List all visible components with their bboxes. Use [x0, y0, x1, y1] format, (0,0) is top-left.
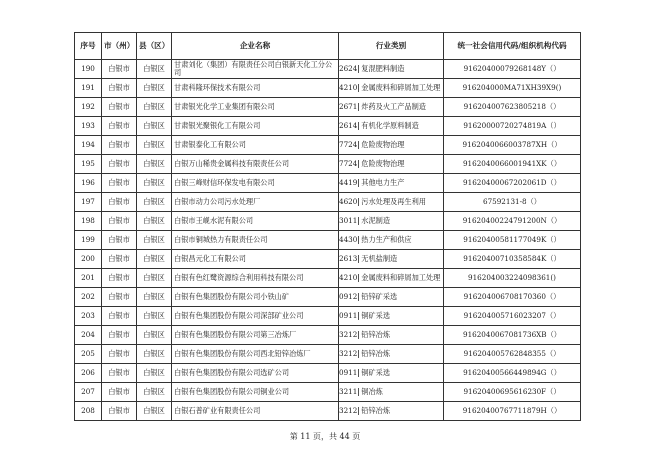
- industry-code: 3212: [339, 330, 358, 339]
- name-cell: 甘肃刘化（集团）有限责任公司白银新天化工分公司: [172, 60, 339, 79]
- industry-code: 4210: [339, 83, 358, 92]
- name-cell: 白银三峰财信环保发电有限公司: [172, 174, 339, 193]
- city-cell: 白银市: [102, 136, 137, 155]
- code-cell: 9162040067081736XB（）: [444, 326, 581, 345]
- name-cell: 白银有色红鹭资源综合利用科技有限公司: [172, 269, 339, 288]
- industry-code: 4430: [339, 235, 358, 244]
- name-cell: 白银有色集团股份有限公司铜业公司: [172, 383, 339, 402]
- code-cell: 91620400079268148Y（）: [444, 60, 581, 79]
- code-cell: 91620400695616230F（）: [444, 383, 581, 402]
- city-cell: 白银市: [102, 60, 137, 79]
- industry-cell: [339, 212, 444, 231]
- seq-cell: 198: [75, 212, 102, 231]
- city-cell: 白银市: [102, 402, 137, 421]
- city-cell: 白银市: [102, 193, 137, 212]
- county-cell: 白银区: [137, 60, 172, 79]
- header-code: 统一社会信用代码/组织机构代码: [444, 33, 581, 60]
- county-cell: 白银区: [137, 383, 172, 402]
- name-cell: 甘肃银光聚银化工有限公司: [172, 117, 339, 136]
- name-cell: 白银市王岘水泥有限公司: [172, 212, 339, 231]
- industry-code: 7724: [339, 140, 358, 149]
- name-cell: 甘肃银光化学工业集团有限公司: [172, 98, 339, 117]
- industry-cell: [339, 402, 444, 421]
- name-cell: 甘肃科隆环保技术有限公司: [172, 79, 339, 98]
- industry-cell: [339, 383, 444, 402]
- table-row: [75, 60, 581, 79]
- industry-code: 3011: [339, 216, 358, 225]
- code-cell: 9162040066001941XK（）: [444, 155, 581, 174]
- industry-name: 危险废物治理: [361, 140, 405, 149]
- seq-cell: 194: [75, 136, 102, 155]
- industry-name: 铅锌矿采选: [361, 292, 398, 301]
- county-cell: 白银区: [137, 402, 172, 421]
- industry-code: 3212: [339, 406, 358, 415]
- page-footer: 第 11 页，共 44 页: [289, 432, 361, 441]
- industry-code: 2624: [339, 64, 358, 73]
- industry-code: 0912: [339, 292, 358, 301]
- seq-cell: 205: [75, 345, 102, 364]
- enterprise-table: [74, 32, 581, 421]
- code-cell: 91620400067202061D（）: [444, 174, 581, 193]
- county-cell: 白银区: [137, 136, 172, 155]
- county-cell: 白银区: [137, 250, 172, 269]
- city-cell: 白银市: [102, 174, 137, 193]
- industry-code: 4620: [339, 197, 358, 206]
- table-row: [75, 307, 581, 326]
- county-cell: 白银区: [137, 288, 172, 307]
- industry-code: 2671: [339, 102, 358, 111]
- city-cell: 白银市: [102, 326, 137, 345]
- name-cell: 白银有色集团股份有限公司深部矿业公司: [172, 307, 339, 326]
- industry-code: 3211: [339, 387, 358, 396]
- industry-name: 铅锌冶炼: [361, 349, 391, 358]
- city-cell: 白银市: [102, 212, 137, 231]
- seq-cell: 204: [75, 326, 102, 345]
- city-cell: 白银市: [102, 288, 137, 307]
- industry-cell: [339, 269, 444, 288]
- industry-code: 0911: [339, 368, 358, 377]
- industry-name: 其他电力生产: [361, 178, 405, 187]
- table-row: [75, 98, 581, 117]
- city-cell: 白银市: [102, 307, 137, 326]
- city-cell: 白银市: [102, 345, 137, 364]
- table-row: [75, 155, 581, 174]
- code-cell: 916204000MA71XH39X9(): [444, 79, 581, 98]
- name-cell: 白银有色集团股份有限公司小铁山矿: [172, 288, 339, 307]
- industry-name: 危险废物治理: [361, 159, 405, 168]
- industry-cell: [339, 364, 444, 383]
- table-row: [75, 79, 581, 98]
- header-industry: 行业类别: [339, 33, 444, 60]
- county-cell: 白银区: [137, 326, 172, 345]
- seq-cell: 195: [75, 155, 102, 174]
- industry-code: 7724: [339, 159, 358, 168]
- industry-cell: [339, 174, 444, 193]
- seq-cell: 196: [75, 174, 102, 193]
- seq-cell: 208: [75, 402, 102, 421]
- industry-name: 铜冶炼: [361, 387, 383, 396]
- industry-code: 2614: [339, 121, 358, 130]
- name-cell: 白银有色集团股份有限公司选矿公司: [172, 364, 339, 383]
- industry-code: 0911: [339, 311, 358, 320]
- city-cell: 白银市: [102, 155, 137, 174]
- county-cell: 白银区: [137, 98, 172, 117]
- name-cell: 白银市铜城热力有限责任公司: [172, 231, 339, 250]
- seq-cell: 197: [75, 193, 102, 212]
- code-cell: 91620000720274819A（）: [444, 117, 581, 136]
- seq-cell: 200: [75, 250, 102, 269]
- table-row: [75, 402, 581, 421]
- code-cell: 916204007623805218（）: [444, 98, 581, 117]
- table-row: [75, 364, 581, 383]
- industry-name: 铜矿采选: [361, 311, 391, 320]
- industry-code: 2613: [339, 254, 358, 263]
- industry-cell: [339, 98, 444, 117]
- table-row: [75, 117, 581, 136]
- city-cell: 白银市: [102, 117, 137, 136]
- industry-name: 铜矿采选: [361, 368, 391, 377]
- industry-cell: [339, 307, 444, 326]
- header-city: 市（州）: [102, 33, 137, 60]
- name-cell: 白银石普矿业有限责任公司: [172, 402, 339, 421]
- header-county: 县（区）: [137, 33, 172, 60]
- county-cell: 白银区: [137, 364, 172, 383]
- county-cell: 白银区: [137, 193, 172, 212]
- city-cell: 白银市: [102, 79, 137, 98]
- table-row: [75, 193, 581, 212]
- city-cell: 白银市: [102, 250, 137, 269]
- seq-cell: 193: [75, 117, 102, 136]
- industry-code: 3212: [339, 349, 358, 358]
- name-cell: 白银市动力公司污水处理厂: [172, 193, 339, 212]
- city-cell: 白银市: [102, 383, 137, 402]
- industry-name: 铅锌冶炼: [361, 406, 391, 415]
- county-cell: 白银区: [137, 269, 172, 288]
- industry-cell: [339, 193, 444, 212]
- code-cell: 91620400710358584K（）: [444, 250, 581, 269]
- name-cell: 白银有色集团股份有限公司西北铅锌冶炼厂: [172, 345, 339, 364]
- county-cell: 白银区: [137, 307, 172, 326]
- industry-name: 金属废料和碎屑加工处理: [361, 83, 441, 92]
- industry-name: 无机盐制造: [361, 254, 398, 263]
- code-cell: 91620400224791200N（）: [444, 212, 581, 231]
- industry-name: 炸药及火工产品制造: [361, 102, 426, 111]
- industry-code: 4210: [339, 273, 358, 282]
- seq-cell: 201: [75, 269, 102, 288]
- industry-code: 4419: [339, 178, 358, 187]
- industry-name: 金属废料和碎屑加工处理: [361, 273, 441, 282]
- industry-cell: [339, 326, 444, 345]
- industry-name: 复混肥料制造: [361, 64, 405, 73]
- table-row: [75, 345, 581, 364]
- code-cell: 67592131-8（）: [444, 193, 581, 212]
- table-row: [75, 383, 581, 402]
- code-cell: 91620400581177049K（）: [444, 231, 581, 250]
- code-cell: 916204005762848355（）: [444, 345, 581, 364]
- code-cell: 91620400566449894G（）: [444, 364, 581, 383]
- industry-cell: [339, 136, 444, 155]
- name-cell: 白银万山稀贵金属科技有限责任公司: [172, 155, 339, 174]
- code-cell: 9162040066003787XH（）: [444, 136, 581, 155]
- seq-cell: 199: [75, 231, 102, 250]
- county-cell: 白银区: [137, 345, 172, 364]
- code-cell: 91620400767711879H（）: [444, 402, 581, 421]
- industry-name: 热力生产和供应: [361, 235, 412, 244]
- table-row: [75, 326, 581, 345]
- header-name: 企业名称: [172, 33, 339, 60]
- industry-cell: [339, 288, 444, 307]
- industry-name: 污水处理及再生利用: [361, 197, 426, 206]
- seq-cell: 206: [75, 364, 102, 383]
- county-cell: 白银区: [137, 155, 172, 174]
- table-row: [75, 212, 581, 231]
- seq-cell: 192: [75, 98, 102, 117]
- industry-name: 铅锌冶炼: [361, 330, 391, 339]
- industry-name: 水泥制造: [361, 216, 391, 225]
- industry-name: 有机化学原料制造: [361, 121, 419, 130]
- table-row: [75, 231, 581, 250]
- seq-cell: 202: [75, 288, 102, 307]
- industry-cell: [339, 60, 444, 79]
- table-row: [75, 288, 581, 307]
- code-cell: 916204005716023207（）: [444, 307, 581, 326]
- industry-cell: [339, 345, 444, 364]
- county-cell: 白银区: [137, 79, 172, 98]
- code-cell: 916204006708170360（）: [444, 288, 581, 307]
- table-row: [75, 174, 581, 193]
- seq-cell: 203: [75, 307, 102, 326]
- header-seq: 序号: [75, 33, 102, 60]
- name-cell: 甘肃银泰化工有限公司: [172, 136, 339, 155]
- seq-cell: 190: [75, 60, 102, 79]
- table-header: [75, 33, 581, 60]
- county-cell: 白银区: [137, 231, 172, 250]
- city-cell: 白银市: [102, 98, 137, 117]
- industry-cell: [339, 155, 444, 174]
- seq-cell: 207: [75, 383, 102, 402]
- county-cell: 白银区: [137, 174, 172, 193]
- industry-cell: [339, 231, 444, 250]
- city-cell: 白银市: [102, 231, 137, 250]
- name-cell: 白银有色集团股份有限公司第三冶炼厂: [172, 326, 339, 345]
- code-cell: 916204003224098361(): [444, 269, 581, 288]
- city-cell: 白银市: [102, 364, 137, 383]
- seq-cell: 191: [75, 79, 102, 98]
- name-cell: 白银昌元化工有限公司: [172, 250, 339, 269]
- industry-cell: [339, 117, 444, 136]
- county-cell: 白银区: [137, 117, 172, 136]
- table-row: [75, 136, 581, 155]
- industry-cell: [339, 250, 444, 269]
- city-cell: 白银市: [102, 269, 137, 288]
- industry-cell: [339, 79, 444, 98]
- county-cell: 白银区: [137, 212, 172, 231]
- table-row: [75, 269, 581, 288]
- table-row: [75, 250, 581, 269]
